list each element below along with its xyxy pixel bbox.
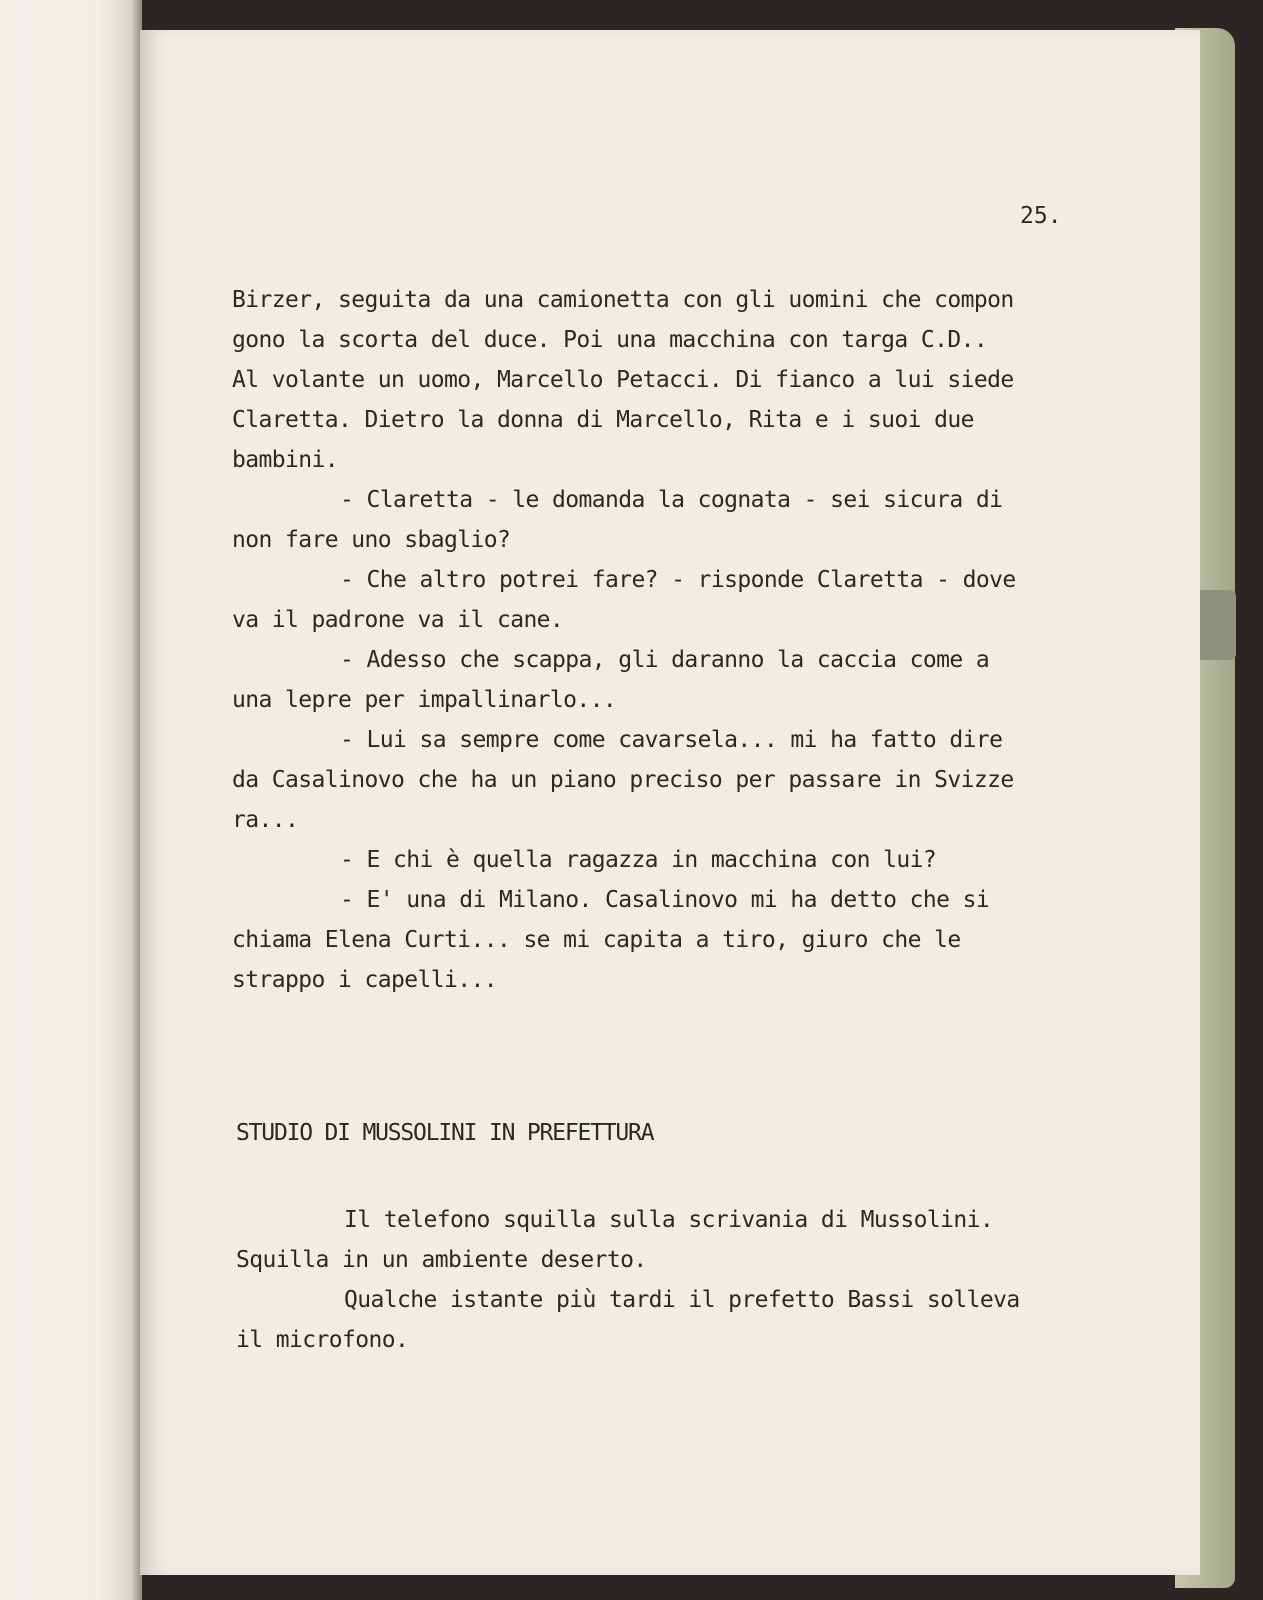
text-line: gono la scorta del duce. Poi una macchina con targa C.D.. [232, 327, 988, 353]
text-line: chiama Elena Curti... se mi capita a tiro, giuro che le [232, 927, 961, 953]
text-line: Squilla in un ambiente deserto. [236, 1247, 647, 1273]
cover-tear [1196, 590, 1236, 660]
text-line: Al volante un uomo, Marcello Petacci. Di fianco a lui siede [232, 367, 1014, 393]
text-line: Il telefono squilla sulla scrivania di Mussolini. [344, 1207, 994, 1233]
text-line: Qualche istante più tardi il prefetto Bassi solleva [344, 1287, 1020, 1313]
text-line: una lepre per impallinarlo... [232, 687, 617, 713]
text-line: non fare uno sbaglio? [232, 527, 511, 553]
page-number: 25. [1020, 203, 1062, 229]
text-line: il microfono. [236, 1327, 409, 1353]
text-line: - Lui sa sempre come cavarsela... mi ha fatto dire [340, 727, 1003, 753]
text-line: da Casalinovo che ha un piano preciso per passare in Svizze [232, 767, 1014, 793]
text-line: - Che altro potrei fare? - risponde Claretta - dove [340, 567, 1016, 593]
text-line: ra... [232, 807, 299, 833]
text-line: va il padrone va il cane. [232, 607, 564, 633]
body-text-top [232, 280, 1052, 1000]
text-line: - Adesso che scappa, gli daranno la caccia come a [340, 647, 990, 673]
body-text-bottom [236, 1200, 1056, 1360]
text-line: bambini. [232, 447, 338, 473]
left-facing-page [0, 0, 142, 1600]
text-line: - E' una di Milano. Casalinovo mi ha detto che si [340, 887, 990, 913]
text-line: Claretta. Dietro la donna di Marcello, Rita e i suoi due [232, 407, 974, 433]
text-line: - E chi è quella ragazza in macchina con lui? [340, 847, 937, 873]
text-line: - Claretta - le domanda la cognata - sei sicura di [340, 487, 1003, 513]
text-line: Birzer, seguita da una camionetta con gli uomini che compon [232, 287, 1014, 313]
text-line: strappo i capelli... [232, 967, 497, 993]
scene-heading: STUDIO DI MUSSOLINI IN PREFETTURA [236, 1120, 654, 1146]
